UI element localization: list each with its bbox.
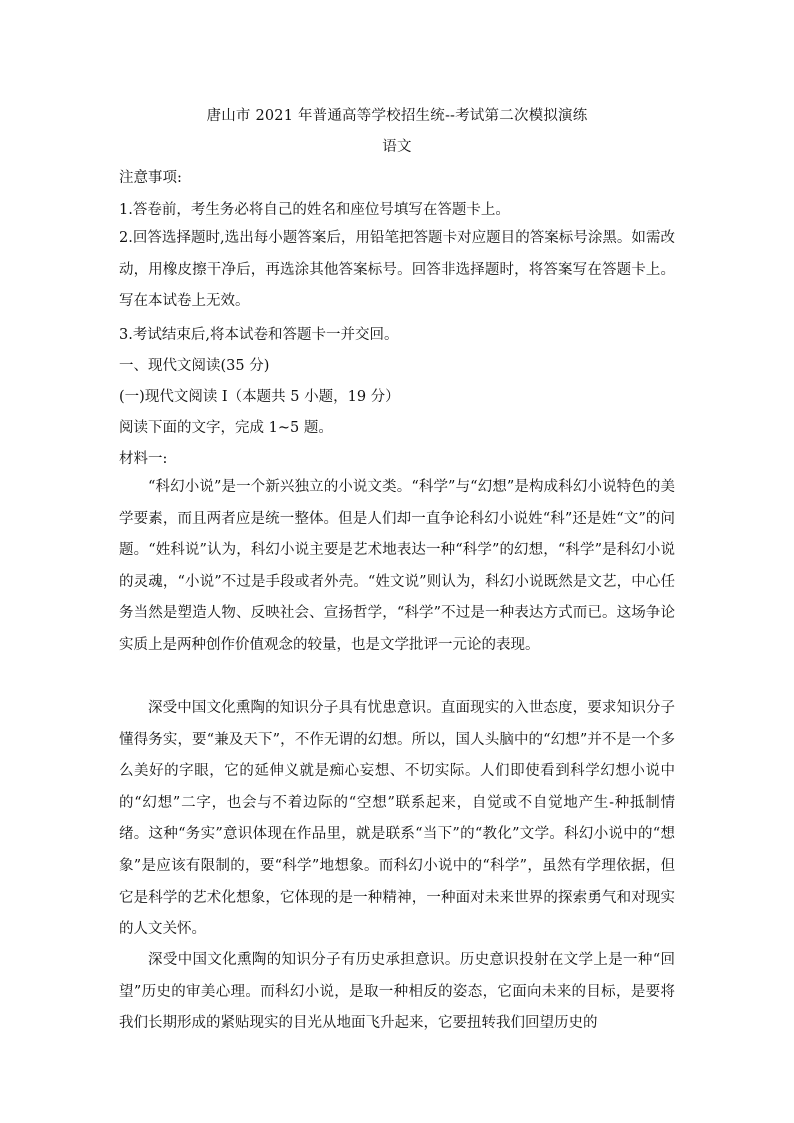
paragraph-1: “科幻小说”是一个新兴独立的小说文类。“科学”与“幻想”是构成科幻小说特色的美学要素，而且两者应是统一整体。但是人们却一直争论科幻小说姓“科”还是姓“文”的问题。“姓科说”认为，科幻小说主要是艺术地表达一种“科学”的幻想，“科学”是科幻小说的灵魂，“小说”不过是手段或者外壳。“姓文说”则认为，科幻小说既然是文艺，中心任务当然是塑造人物、反映社会、宣扬哲学，“科学”不过是一种表达方式而已。这场争论实质上是两种创作价值观念的较量，也是文学批评一元论的表现。 [119, 479, 675, 653]
notice-item-1: 1.答卷前，考生务必将自己的姓名和座位号填写在答题卡上。 [119, 202, 510, 218]
section-heading: 一、现代文阅读(35 分) [119, 358, 270, 374]
material-label: 材料一: [119, 451, 168, 467]
section-subheading: (一)现代文阅读 I（本题共 5 小题，19 分） [119, 389, 400, 405]
notice-heading: 注意事项: [119, 170, 182, 186]
section-instruction: 阅读下面的文字，完成 1~5 题。 [119, 420, 333, 436]
exam-title: 唐山市 2021 年普通高等学校招生统--考试第二次模拟演练 [206, 108, 588, 124]
subject-title: 语文 [382, 139, 412, 155]
notice-item-2: 2.回答选择题时,选出每小题答案后，用铅笔把答题卡对应题目的答案标号涂黑。如需改动，用橡皮擦干净后，再选涂其他答案标号。回答非选择题时，将答案写在答题卡上。写在本试卷上无效。 [119, 230, 675, 310]
notice-item-3: 3.考试结束后,将本试卷和答题卡一并交回。 [119, 327, 399, 343]
paragraph-3: 深受中国文化熏陶的知识分子有历史承担意识。历史意识投射在文学上是一种“回望”历史的审美心理。而科幻小说，是取一种相反的姿态，它面向未来的目标，是要将我们长期形成的紧贴现实的目光从地面飞升起来，它要扭转我们回望历史的 [119, 952, 675, 1032]
paragraph-2: 深受中国文化熏陶的知识分子具有忧患意识。直面现实的入世态度，要求知识分子懂得务实，要“兼及天下”，不作无谓的幻想。所以，国人头脑中的“幻想”并不是一个多么美好的字眼，它的延伸义就是痴心妄想、不切实际。人们即使看到科学幻想小说中的“幻想”二字，也会与不着边际的“空想”联系起来，自觉或不自觉地产生-种抵制情绪。这种“务实”意识体现在作品里，就是联系“当下”的“教化”文学。科幻小说中的“想象”是应该有限制的，要“科学”地想象。而科幻小说中的“科学”，虽然有学理依据，但它是科学的艺术化想象，它体现的是一种精神，一种面对未来世界的探索勇气和对现实的人文关怀。 [119, 700, 675, 938]
